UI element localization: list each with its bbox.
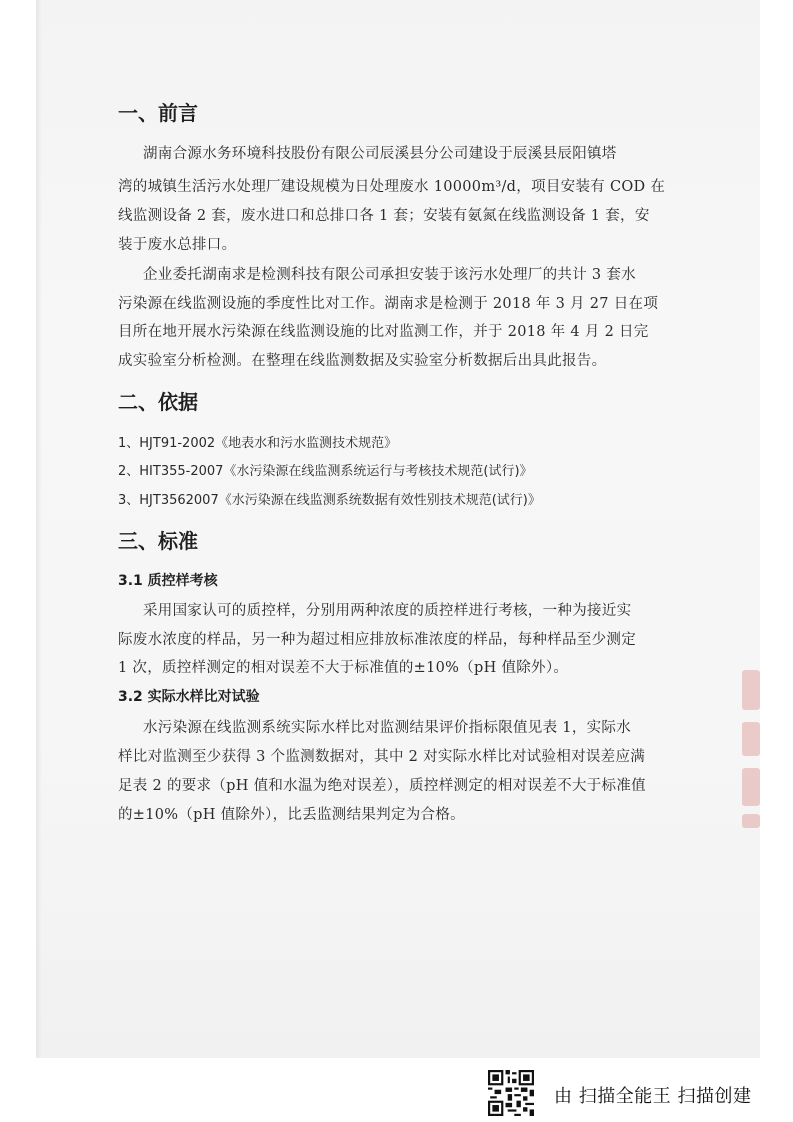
sample-line-2: 样比对监测至少获得 3 个监测数据对，其中 2 对实际水样比对试验相对误差应满 <box>118 749 646 765</box>
qc-line-2: 际废水浓度的样品，另一种为超过相应排放标准浓度的样品，每种样品至少测定 <box>118 632 636 648</box>
scanner-watermark-text: 由 扫描全能王 扫描创建 <box>554 1086 752 1107</box>
reference-item: 2、HIT355-2007《水污染源在线监测系统运行与考核技术规范(试行)》 <box>118 464 533 479</box>
intro-line-4: 装于废水总排口。 <box>118 237 237 253</box>
subsection-3-2-heading: 3.2 实际水样比对试验 <box>118 689 260 705</box>
reference-item: 3、HJT3562007《水污染源在线监测系统数据有效性别技术规范(试行)》 <box>118 493 541 508</box>
section-3-heading: 三、标准 <box>118 529 198 553</box>
qc-line-3: 1 次，质控样测定的相对误差不大于标准值的±10%（pH 值除外）。 <box>118 660 569 676</box>
qr-code-icon <box>488 1070 534 1116</box>
qc-line-1: 采用国家认可的质控样，分别用两种浓度的质控样进行考核，一种为接近实 <box>143 603 632 619</box>
intro-line-7: 目所在地开展水污染源在线监测设施的比对监测工作，并于 2018 年 4 月 2 日完 <box>118 324 649 340</box>
section-2-heading: 二、依据 <box>118 390 198 414</box>
subsection-3-1-heading: 3.1 质控样考核 <box>118 573 218 589</box>
intro-line-3: 线监测设备 2 套，废水进口和总排口各 1 套；安装有氨氮在线监测设备 1 套，安 <box>118 208 650 224</box>
scanner-watermark <box>488 1066 788 1118</box>
intro-line-2: 湾的城镇生活污水处理厂建设规模为日处理废水 10000m³/d，项目安装有 COD 在 <box>118 179 666 195</box>
intro-line-8: 成实验室分析检测。在整理在线监测数据及实验室分析数据后出具此报告。 <box>118 353 607 369</box>
reference-item: 1、HJT91-2002《地表水和污水监测技术规范》 <box>118 436 398 451</box>
section-1-heading: 一、前言 <box>118 101 198 125</box>
intro-line-1: 湖南合源水务环境科技股份有限公司辰溪县分公司建设于辰溪县辰阳镇塔 <box>143 146 617 162</box>
intro-line-6: 污染源在线监测设施的季度性比对工作。湖南求是检测于 2018 年 3 月 27 日在项 <box>118 296 659 312</box>
red-seal-fragment <box>738 670 760 830</box>
page-edge-shadow <box>36 0 42 1058</box>
sample-line-4: 的±10%（pH 值除外），比丢监测结果判定为合格。 <box>118 807 465 823</box>
sample-line-3: 足表 2 的要求（pH 值和水温为绝对误差），质控样测定的相对误差不大于标准值 <box>118 778 646 794</box>
sample-line-1: 水污染源在线监测系统实际水样比对监测结果评价指标限值见表 1，实际水 <box>143 720 632 736</box>
intro-line-5: 企业委托湖南求是检测科技有限公司承担安装于该污水处理厂的共计 3 套水 <box>143 267 636 283</box>
